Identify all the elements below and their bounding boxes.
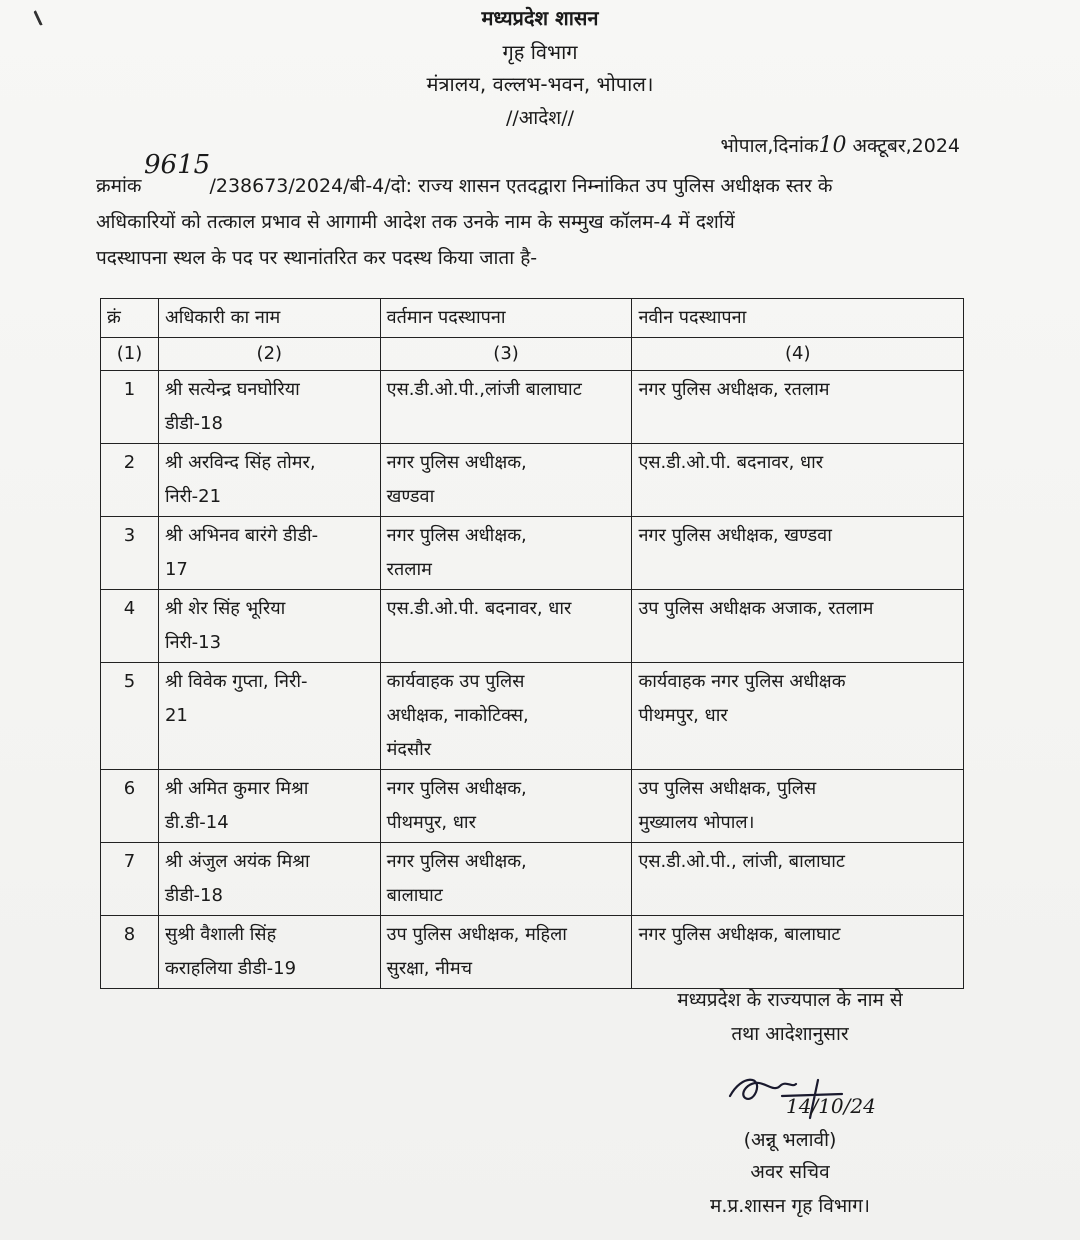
officer-name-cell <box>158 843 380 916</box>
serial-cell-line: 8 <box>123 924 136 945</box>
current-posting-cell-line: मंदसौर <box>386 739 432 760</box>
table-row <box>101 590 964 663</box>
current-posting-cell-line: कार्यवाहक उप पुलिस <box>386 671 525 692</box>
officer-name-cell-line: डीडी-18 <box>164 413 223 434</box>
serial-cell-line: 1 <box>123 379 136 400</box>
current-posting-cell-line: नगर पुलिस अधीक्षक, <box>386 525 527 546</box>
govt-title: मध्यप्रदेश शासन <box>481 6 599 30</box>
date-line <box>721 132 961 158</box>
officer-name-cell <box>158 590 380 663</box>
officer-name-cell <box>158 916 380 989</box>
new-posting-cell <box>632 517 964 590</box>
para-line-1 <box>96 168 962 204</box>
current-posting-cell <box>380 371 632 444</box>
para-line-2: अधिकारियों को तत्काल प्रभाव से आगामी आदेश तक उनके नाम के सम्मुख कॉलम-4 में दर्शायें <box>96 211 735 233</box>
order-heading: //आदेश// <box>505 107 575 129</box>
current-posting-cell-line: खण्डवा <box>386 486 435 507</box>
new-posting-cell <box>632 590 964 663</box>
col-number: (1) <box>101 338 159 371</box>
officer-name-cell <box>158 663 380 770</box>
signoff-line-2: तथा आदेशानुसार <box>731 1023 849 1045</box>
signatory-name: (अन्नू भलावी) <box>743 1129 837 1151</box>
current-posting-cell <box>380 916 632 989</box>
new-posting-cell-line: नगर पुलिस अधीक्षक, खण्डवा <box>638 525 832 546</box>
new-posting-cell-line: एस.डी.ओ.पी., लांजी, बालाघाट <box>638 851 845 872</box>
officer-name-cell <box>158 517 380 590</box>
serial-cell <box>101 517 159 590</box>
current-posting-cell-line: नगर पुलिस अधीक्षक, <box>386 851 527 872</box>
table-row <box>101 770 964 843</box>
new-posting-cell <box>632 371 964 444</box>
officer-name-cell <box>158 444 380 517</box>
header-new-posting: नवीन पदस्थापना <box>632 299 964 338</box>
header-serial: क्रं <box>101 299 159 338</box>
table-row <box>101 916 964 989</box>
serial-cell-line: 2 <box>123 452 136 473</box>
current-posting-cell <box>380 843 632 916</box>
header-officer-name: अधिकारी का नाम <box>158 299 380 338</box>
officer-name-cell-line: श्री अंजुल अयंक मिश्रा <box>164 851 310 872</box>
current-posting-cell <box>380 770 632 843</box>
signatory-department: म.प्र.शासन गृह विभाग। <box>709 1195 870 1217</box>
officer-name-cell-line: निरी-13 <box>164 632 222 653</box>
handwritten-order-number: 9615 <box>144 150 211 180</box>
current-posting-cell-line: एस.डी.ओ.पी. बदनावर, धार <box>386 598 572 619</box>
current-posting-cell-line: बालाघाट <box>386 885 443 906</box>
officer-name-cell <box>158 770 380 843</box>
col-number: (4) <box>632 338 964 371</box>
department: गृह विभाग <box>502 40 578 64</box>
serial-cell <box>101 590 159 663</box>
officer-name-cell-line: 17 <box>164 559 188 580</box>
new-posting-cell-line: नगर पुलिस अधीक्षक, रतलाम <box>638 379 830 400</box>
new-posting-cell-line: मुख्यालय भोपाल। <box>638 812 755 833</box>
column-number-row <box>101 338 964 371</box>
header-current-posting: वर्तमान पदस्थापना <box>380 299 632 338</box>
current-posting-cell <box>380 444 632 517</box>
new-posting-cell <box>632 770 964 843</box>
col-number: (2) <box>158 338 380 371</box>
officer-name-cell-line: श्री सत्येन्द्र घनघोरिया <box>164 379 300 400</box>
date-prefix: भोपाल,दिनांक <box>720 135 819 157</box>
officer-name-cell-line: श्री शेर सिंह भूरिया <box>164 598 286 619</box>
signature-date: 14/10/24 <box>786 1094 876 1118</box>
table-row <box>101 843 964 916</box>
para-line-1-text: राज्य शासन एतदद्वारा निम्नांकित उप पुलिस अधीक्षक स्तर के <box>418 175 833 197</box>
table-header-row <box>101 299 964 338</box>
transfer-table <box>100 298 964 989</box>
new-posting-cell <box>632 444 964 517</box>
new-posting-cell-line: कार्यवाहक नगर पुलिस अधीक्षक <box>638 671 846 692</box>
date-rest: अक्टूबर,2024 <box>852 135 960 157</box>
officer-name-cell-line: श्री विवेक गुप्ता, निरी- <box>164 671 308 692</box>
new-posting-cell <box>632 916 964 989</box>
col-number: (3) <box>380 338 632 371</box>
current-posting-cell-line: नगर पुलिस अधीक्षक, <box>386 452 527 473</box>
current-posting-cell-line: उप पुलिस अधीक्षक, महिला <box>386 924 567 945</box>
table-row <box>101 444 964 517</box>
officer-name-cell-line: निरी-21 <box>164 486 222 507</box>
address: मंत्रालय, वल्लभ-भवन, भोपाल। <box>426 72 654 96</box>
new-posting-cell <box>632 663 964 770</box>
serial-cell-line: 6 <box>123 778 136 799</box>
table-row <box>101 371 964 444</box>
officer-name-cell-line: कराहलिया डीडी-19 <box>164 958 297 979</box>
serial-cell-line: 5 <box>123 671 136 692</box>
signoff-line-1: मध्यप्रदेश के राज्यपाल के नाम से <box>677 989 903 1011</box>
para-line-3: पदस्थापना स्थल के पद पर स्थानांतरित कर पदस्थ किया जाता है- <box>96 247 538 269</box>
order-ref: /238673/2024/बी-4/दो: <box>209 175 413 197</box>
signatory-designation: अवर सचिव <box>750 1161 830 1183</box>
current-posting-cell-line: नगर पुलिस अधीक्षक, <box>386 778 527 799</box>
serial-cell <box>101 371 159 444</box>
serial-cell <box>101 663 159 770</box>
new-posting-cell-line: उप पुलिस अधीक्षक, पुलिस <box>638 778 817 799</box>
officer-name-cell-line: श्री अभिनव बारंगे डीडी- <box>164 525 319 546</box>
serial-cell-line: 3 <box>123 525 136 546</box>
officer-name-cell-line: श्री अमित कुमार मिश्रा <box>164 778 309 799</box>
officer-name-cell-line: श्री अरविन्द सिंह तोमर, <box>164 452 316 473</box>
current-posting-cell-line: पीथमपुर, धार <box>386 812 476 833</box>
current-posting-cell-line: सुरक्षा, नीमच <box>386 958 473 979</box>
table-row <box>101 663 964 770</box>
officer-name-cell-line: सुश्री वैशाली सिंह <box>164 924 277 945</box>
current-posting-cell-line: रतलाम <box>386 559 432 580</box>
serial-cell-line: 7 <box>123 851 136 872</box>
new-posting-cell-line: उप पुलिस अधीक्षक अजाक, रतलाम <box>638 598 874 619</box>
table-row <box>101 517 964 590</box>
serial-cell <box>101 770 159 843</box>
order-label: क्रमांक <box>96 175 142 197</box>
current-posting-cell <box>380 663 632 770</box>
order-paragraph <box>96 168 962 276</box>
current-posting-cell <box>380 590 632 663</box>
current-posting-cell <box>380 517 632 590</box>
officer-name-cell-line: डीडी-18 <box>164 885 223 906</box>
new-posting-cell-line: एस.डी.ओ.पी. बदनावर, धार <box>638 452 824 473</box>
serial-cell-line: 4 <box>123 598 136 619</box>
serial-cell <box>101 916 159 989</box>
new-posting-cell-line: नगर पुलिस अधीक्षक, बालाघाट <box>638 924 841 945</box>
new-posting-cell-line: पीथमपुर, धार <box>638 705 728 726</box>
officer-name-cell <box>158 371 380 444</box>
serial-cell <box>101 444 159 517</box>
current-posting-cell-line: अधीक्षक, नाकोटिक्स, <box>386 705 529 726</box>
date-day-handwritten: 10 <box>818 133 847 158</box>
officer-name-cell-line: डी.डी-14 <box>164 812 229 833</box>
current-posting-cell-line: एस.डी.ओ.पी.,लांजी बालाघाट <box>386 379 582 400</box>
officer-name-cell-line: 21 <box>164 705 188 726</box>
serial-cell <box>101 843 159 916</box>
new-posting-cell <box>632 843 964 916</box>
